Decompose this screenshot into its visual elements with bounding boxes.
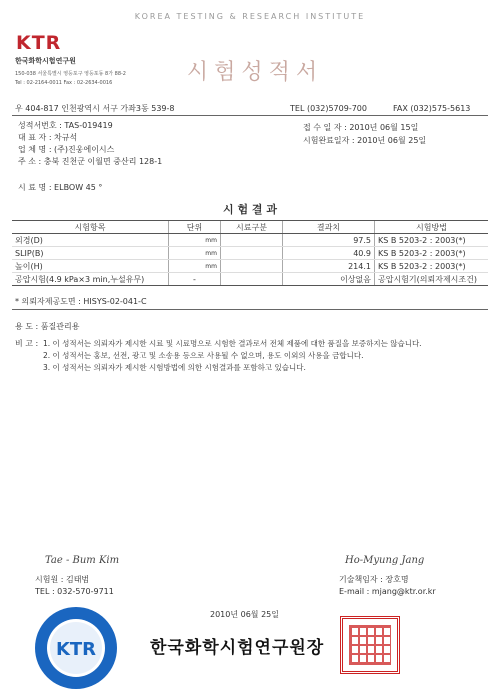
results-header-row [12,221,488,234]
notes-label: 비 고 : [15,339,39,348]
tester-signature: Tae - Bum Kim [45,555,120,566]
table-row [12,260,488,273]
cell-method: KS B 5203-2 : 2003(*) [375,260,489,273]
official-stamp-icon [340,616,400,674]
institute-name-en: KOREA TESTING & RESEARCH INSTITUTE [134,12,366,21]
col-header-item: 시험항목 [12,221,169,234]
note-item: 3. 이 성적서는 의뢰자가 제시한 시험방법에 의한 시험결과를 포함하고 있습니다. [43,363,306,372]
cell-sample [221,260,283,273]
manager-name: 기술책임자 : 장호명 [339,575,409,584]
ktr-seal-icon [34,606,118,690]
seal-logo-text: KTR [55,639,97,660]
col-header-result: 결과치 [283,221,375,234]
cell-method: KS B 5203-2 : 2003(*) [375,234,489,247]
tester-tel: TEL : 032-570-9711 [35,587,114,596]
cell-sample [221,234,283,247]
cell-unit: mm [169,247,221,260]
cell-sample [221,273,283,286]
purpose: 용 도 : 품질관리용 [15,322,80,331]
org-contact-line: Tel : 02-2164-0011 Fax : 02-2634-0016 [15,80,113,86]
manager-signature: Ho-Myung Jang [345,555,425,566]
table-row [12,247,488,260]
results-table [12,220,488,286]
note-item: 2. 이 성적서는 홍보, 선전, 광고 및 소송용 등으로 사용될 수 없으며, 용도 이외의 사용을 금합니다. [43,351,364,360]
company-address: 주 소 : 충북 진천군 이월면 중산리 128-1 [18,157,163,166]
cell-unit: mm [169,260,221,273]
cell-item: 외경(D) [12,234,169,247]
col-header-method: 시험방법 [375,221,489,234]
director-title: 한국화학시험연구원장 [150,638,325,658]
cell-unit: mm [169,234,221,247]
report-number: 성적서번호 : TAS-019419 [18,121,113,130]
ktr-logo-text: KTR [16,32,62,54]
ktr-logo [16,32,61,54]
document-title: 시험성적서 [186,60,324,85]
completed-date: 시험완료일자 : 2010년 06월 25일 [303,136,427,145]
results-divider [12,309,488,310]
results-title: 시 험 결 과 [223,203,277,216]
cell-item: 높이(H) [12,260,169,273]
table-row [12,234,488,247]
applicant-address: 우 404-817 인천광역시 서구 가좌3동 539-8 [15,104,175,113]
col-header-unit: 단위 [169,221,221,234]
applicant-fax: FAX (032)575-5613 [393,104,471,113]
org-address-line: 150-038 서울특별시 영등포구 영등포동 8가 88-2 [15,71,126,77]
note-item: 1. 이 성적서는 의뢰자가 제시한 시료 및 시료명으로 시험한 결과로서 전체 제품에 대한 품질을 보증하지는 않습니다. [43,339,422,348]
received-date: 접 수 일 자 : 2010년 06월 15일 [303,123,419,132]
cell-result: 97.5 [283,234,375,247]
col-header-sample: 시료구분 [221,221,283,234]
sample-name: 시 료 명 : ELBOW 45 ° [18,183,103,192]
company-name: 업 체 명 : (주)진웅에이시스 [18,145,115,154]
representative: 대 표 자 : 차규석 [18,133,78,142]
cell-method: 공압시험기(의뢰자제시조건) [375,273,489,286]
cell-item: 공압시험(4.9 kPa×3 min,누설유무) [12,273,169,286]
tester-name: 시험원 : 김태범 [35,575,90,584]
drawing-footnote: * 의뢰자제공도면 : HISYS-02-041-C [15,297,147,306]
cell-result: 40.9 [283,247,375,260]
table-row [12,273,488,286]
cell-item: SLIP(B) [12,247,169,260]
applicant-tel: TEL (032)5709-700 [290,104,367,113]
issue-date: 2010년 06월 25일 [210,610,279,619]
cell-result: 이상없음 [283,273,375,286]
header-divider [12,115,488,116]
org-name: 한국화학시험연구원 [15,57,76,65]
cell-unit: - [169,273,221,286]
cell-result: 214.1 [283,260,375,273]
cell-method: KS B 5203-2 : 2003(*) [375,247,489,260]
cell-sample [221,247,283,260]
manager-email: E-mail : mjang@ktr.or.kr [339,587,436,596]
